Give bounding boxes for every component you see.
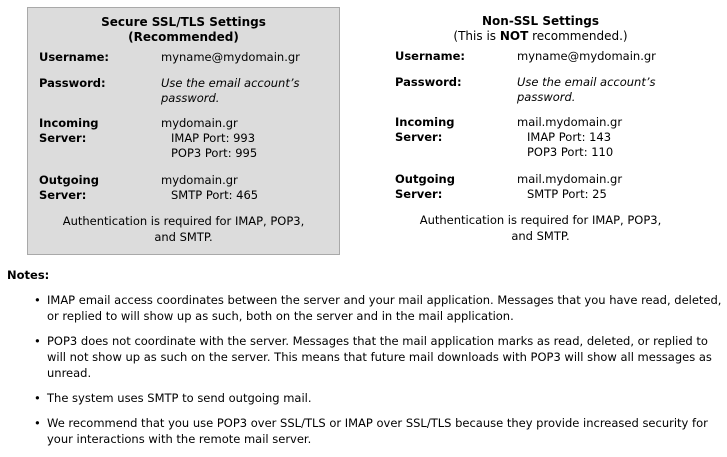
nonssl-smtp-port: SMTP Port: 25 — [527, 187, 607, 201]
nonssl-subtitle-post: recommended.) — [528, 29, 628, 43]
nonssl-pop3-port: POP3 Port: 110 — [527, 145, 614, 159]
nonssl-password-label: Password: — [395, 75, 462, 89]
nonssl-incoming-label: Incoming Server: — [395, 115, 455, 144]
nonssl-auth-note-text: Authentication is required for IMAP, POP3, and SMTP. — [419, 213, 662, 243]
ssl-username-value: myname@mydomain.gr — [161, 50, 300, 64]
nonssl-subtitle — [384, 29, 697, 44]
ssl-incoming-values — [161, 116, 257, 161]
notes-heading: Notes: — [7, 268, 50, 282]
bullet-icon: • — [34, 334, 41, 348]
nonssl-auth-note — [384, 212, 697, 244]
bullet-icon: • — [34, 416, 41, 430]
nonssl-subtitle-pre: (This is — [453, 29, 500, 43]
ssl-subtitle: (Recommended) — [128, 30, 239, 44]
note-text: We recommend that you use POP3 over SSL/TLS or IMAP over SSL/TLS because they provide increased security for your interactions with the remote mail server. — [47, 416, 708, 446]
nonssl-outgoing-host: mail.mydomain.gr — [517, 172, 623, 186]
ssl-imap-port: IMAP Port: 993 — [171, 131, 256, 145]
ssl-outgoing-label: Outgoing Server: — [39, 173, 99, 202]
nonssl-title: Non-SSL Settings — [481, 14, 600, 28]
notes-list — [34, 292, 722, 456]
note-text: POP3 does not coordinate with the server. Messages that the mail application marks as read, deleted, or replied to will not show up as such on the server. This means that future mail downloads with POP3 will show all messages as unread. — [47, 334, 712, 380]
nonssl-subtitle-not: NOT — [499, 29, 529, 43]
note-text: The system uses SMTP to send outgoing mail. — [47, 391, 312, 405]
nonssl-username-label: Username: — [395, 49, 465, 63]
nonssl-incoming-host: mail.mydomain.gr — [517, 115, 623, 129]
note-item — [34, 390, 722, 406]
bullet-icon: • — [34, 293, 41, 307]
nonssl-outgoing-values — [517, 172, 622, 202]
ssl-incoming-label: Incoming Server: — [39, 116, 99, 145]
nonssl-imap-port: IMAP Port: 143 — [527, 130, 612, 144]
ssl-username-label: Username: — [39, 50, 109, 64]
ssl-pop3-port: POP3 Port: 995 — [171, 146, 258, 160]
ssl-outgoing-values — [161, 173, 258, 203]
ssl-password-label: Password: — [39, 76, 106, 90]
ssl-password-value: Use the email account’s password. — [161, 76, 300, 105]
nonssl-username-value: myname@mydomain.gr — [517, 49, 656, 63]
note-item — [34, 292, 722, 324]
nonssl-outgoing-label: Outgoing Server: — [395, 172, 455, 201]
ssl-settings-panel — [27, 7, 340, 255]
ssl-title: Secure SSL/TLS Settings — [101, 15, 266, 29]
note-item — [34, 415, 722, 447]
ssl-auth-note — [28, 213, 339, 245]
note-text: IMAP email access coordinates between the server and your mail application. Messages that you have read, deleted, or replied to will show up as such, both on the server and in the mail application. — [47, 293, 722, 323]
nonssl-settings-panel — [384, 7, 697, 255]
nonssl-incoming-values — [517, 115, 622, 160]
note-item — [34, 333, 722, 381]
ssl-outgoing-host: mydomain.gr — [161, 173, 238, 187]
nonssl-password-value: Use the email account’s password. — [517, 75, 656, 104]
ssl-smtp-port: SMTP Port: 465 — [171, 188, 259, 202]
ssl-auth-note-text: Authentication is required for IMAP, POP3, and SMTP. — [62, 214, 305, 244]
ssl-incoming-host: mydomain.gr — [161, 116, 238, 130]
bullet-icon: • — [34, 391, 41, 405]
